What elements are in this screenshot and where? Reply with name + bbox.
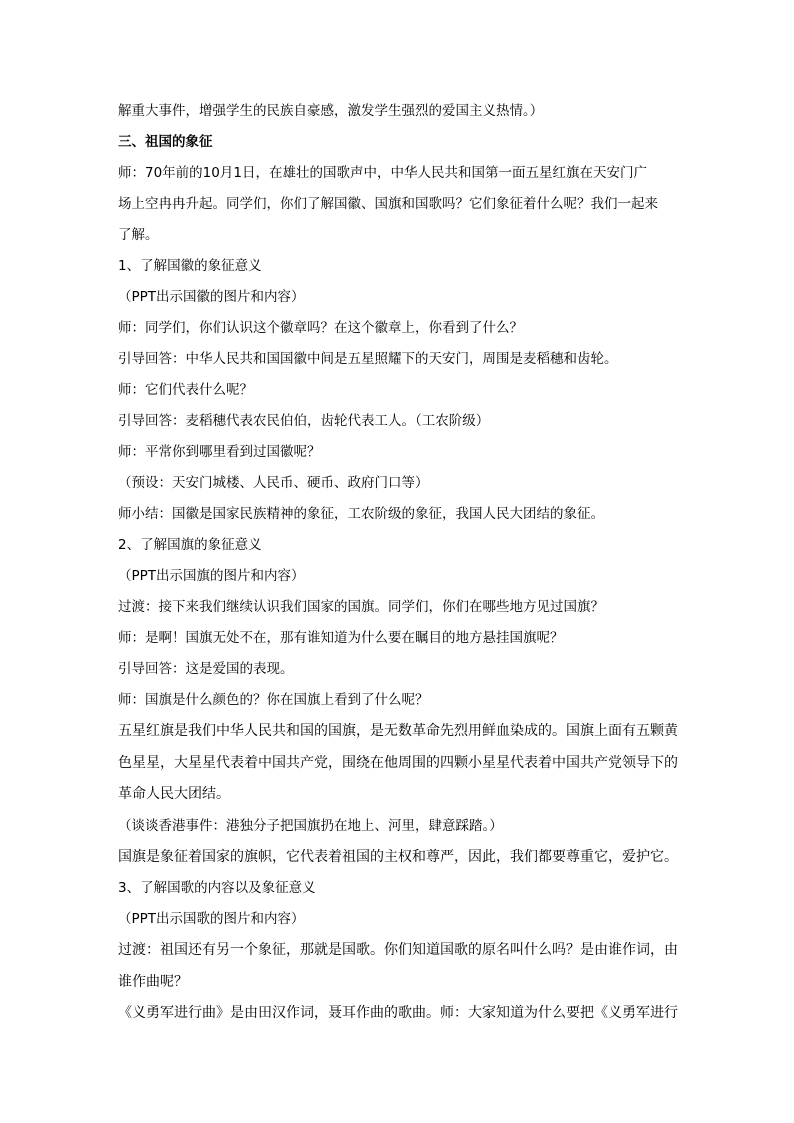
paragraph-line: 师：70年前的10月1日，在雄壮的国歌声中，中华人民共和国第一面五星红旗在天安门广: [118, 165, 647, 181]
paragraph-line: 色星星，大星星代表着中国共产党，围绕在他周围的四颗小星星代表着中国共产党领导下的: [118, 754, 678, 771]
paragraph-line: 《义勇军进行曲》是由田汉作词，聂耳作曲的歌曲。师：大家知道为什么要把《义勇军进行: [118, 1005, 678, 1021]
subsection-heading: 2、了解国旗的象征意义: [118, 537, 262, 553]
paragraph-line: 师：是啊！国旗无处不在，那有谁知道为什么要在瞩目的地方悬挂国旗呢？: [118, 630, 564, 646]
paragraph-line: 师小结：国徽是国家民族精神的象征，工农阶级的象征，我国人民大团结的象征。: [118, 506, 604, 522]
paragraph-line: （PPT出示国徽的图片和内容）: [118, 289, 305, 305]
subsection-heading: 3、了解国歌的内容以及象征意义: [118, 880, 316, 896]
paragraph-line: 国旗是象征着国家的旗帜，它代表着祖国的主权和尊严，因此，我们都要尊重它，爱护它。: [118, 848, 678, 865]
paragraph-line: 过渡：接下来我们继续认识我们国家的国旗。同学们，你们在哪些地方见过国旗？: [118, 599, 604, 615]
paragraph-line: 革命人民大团结。: [118, 786, 230, 802]
paragraph-line: 师：国旗是什么颜色的？你在国旗上看到了什么呢？: [118, 692, 429, 708]
paragraph-line: 解重大事件，增强学生的民族自豪感，激发学生强烈的爱国主义热情。）: [118, 103, 544, 119]
paragraph-line: 五星红旗是我们中华人民共和国的国旗，是无数革命先烈用鲜血染成的。国旗上面有五颗黄: [118, 723, 678, 739]
paragraph-line: 师：它们代表什么呢？: [118, 382, 253, 398]
paragraph-line: 场上空冉冉升起。同学们，你们了解国徽、国旗和国歌吗？它们象征着什么呢？我们一起来: [118, 196, 658, 212]
paragraph-line: （谈谈香港事件：港独分子把国旗扔在地上、河里，肆意踩踏。）: [118, 817, 503, 834]
paragraph-line: 引导回答：中华人民共和国国徽中间是五星照耀下的天安门，周围是麦稻穗和齿轮。: [118, 351, 618, 367]
paragraph-line: 引导回答：麦稻穗代表农民伯伯，齿轮代表工人。（工农阶级）: [118, 413, 490, 429]
paragraph-line: （PPT出示国旗的图片和内容）: [118, 568, 305, 584]
paragraph-line: 师：平常你到哪里看到过国徽呢？: [118, 444, 321, 460]
paragraph-line: 师：同学们，你们认识这个徽章吗？在这个徽章上，你看到了什么？: [118, 320, 523, 336]
paragraph-line: 谁作曲呢？: [118, 973, 188, 990]
document-page: [118, 96, 678, 1030]
paragraph-line: （预设：天安门城楼、人民币、硬币、政府门口等）: [118, 475, 429, 491]
paragraph-line: 过渡：祖国还有另一个象征，那就是国歌。你们知道国歌的原名叫什么吗？是由谁作词，由: [118, 942, 678, 958]
paragraph-line: （PPT出示国歌的图片和内容）: [118, 911, 305, 927]
paragraph-line: 引导回答：这是爱国的表现。: [118, 661, 294, 677]
paragraph-line: 了解。: [118, 227, 159, 243]
section-heading: 三、祖国的象征: [118, 134, 213, 150]
subsection-heading: 1、了解国徽的象征意义: [118, 258, 262, 274]
